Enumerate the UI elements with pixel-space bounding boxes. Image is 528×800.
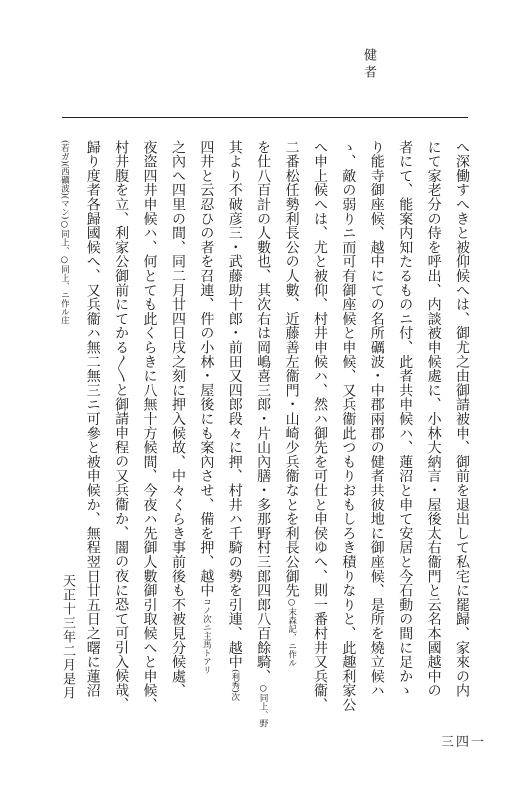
text-column: り能寺御座候、越中にての名所礪波・中郡兩郡の健者共彼地に御座候、是所を燒立候ハ — [368, 140, 385, 698]
text-column: 者にて、能案内知たるものニ付、此者共申候ハ、蓮沼と申て安居と今石動の間に足かゝ — [397, 140, 414, 698]
text-column: へ申上候へは、尤と被仰、村井申候ハ、然ハ御先を可仕と申侯ゆへ、則一番村井又兵衞、 — [311, 140, 328, 712]
text-column: 其より不破彦三・武藤助十郎・前田又四郎段々に押、村井ハ千騎の勢を引連、越中(利秀)次 — [226, 140, 243, 702]
annotation: ニ作ル — [286, 641, 297, 668]
annotation: (利秀) — [229, 669, 240, 693]
annotation: (若ガ) — [59, 140, 70, 164]
text-column: を仕八百計の人數也、其次右は岡嶋喜三郎・片山內膳・多那野村三郎四郎八百餘騎、○同上、野 — [255, 140, 272, 728]
running-date: 天正十三年二月是月 — [60, 574, 75, 700]
annotation: (マン) — [59, 195, 70, 220]
annotation: (西礪波) — [59, 163, 70, 196]
text-column: ゝ、敵の弱りニ而可有御座候と申候、又兵衞此つもりおもしろき積りなりと、此趣利家公 — [340, 140, 357, 712]
text-column: 四井と云忍ひの者を召連、件の小林・屋後にも案內させ、備を押、越中コノ次ニ主馬トアリ — [198, 140, 215, 675]
text-column: 夜盗四井申候ハ、何とても此くらきに八無十方候間、今夜ハ先御人數御引取候へと申候、 — [141, 140, 158, 712]
text-column: 之內へ四里の間、同二月廿四日戌之刻に押入候故、中々くらき事前後も不被見分候處、 — [169, 140, 186, 698]
text-column: 村井腹を立、利家公御前にてかる〳〵と御請申程の又兵衞か、闇の夜に恐て可引入候哉、 — [113, 140, 130, 712]
annotation: 次 — [229, 692, 240, 702]
text-column: 歸り度者各歸國候へ、又兵衞ハ無二無三ニ可參と被申候か、無程翌日廿五日之曙に蓮沼 — [84, 140, 101, 698]
annotation: 野 — [258, 718, 269, 728]
page-header-label: 健者 — [361, 48, 376, 82]
text-column: 二番松任勢利長公の人數、近藤善左衞門・山崎少兵衞なとを利長公御先○末森記、ニ作ル — [283, 140, 300, 668]
header-rule — [62, 117, 468, 118]
annotation: ○同上、 — [258, 683, 269, 719]
text-column: へ深働すへきと被仰候へは、御尤之由御請被申、御前を退出して私宅に罷歸、家來の内 — [454, 140, 470, 698]
annotation: ニ作ル — [59, 290, 70, 316]
text-column: にて家老分の侍を呼出、内談被申候處に、小林大納言・屋後太右衞門と云名本國越中の — [425, 140, 442, 698]
annotation: ○末森記、 — [286, 597, 297, 642]
annotation: ○同上、 — [59, 219, 70, 255]
annotation: ○同上、 — [59, 254, 70, 291]
annotation: 庄 — [59, 315, 70, 325]
page-number: 三四一 — [441, 735, 487, 750]
annotation: コノ次ニ主馬トアリ — [201, 597, 212, 675]
